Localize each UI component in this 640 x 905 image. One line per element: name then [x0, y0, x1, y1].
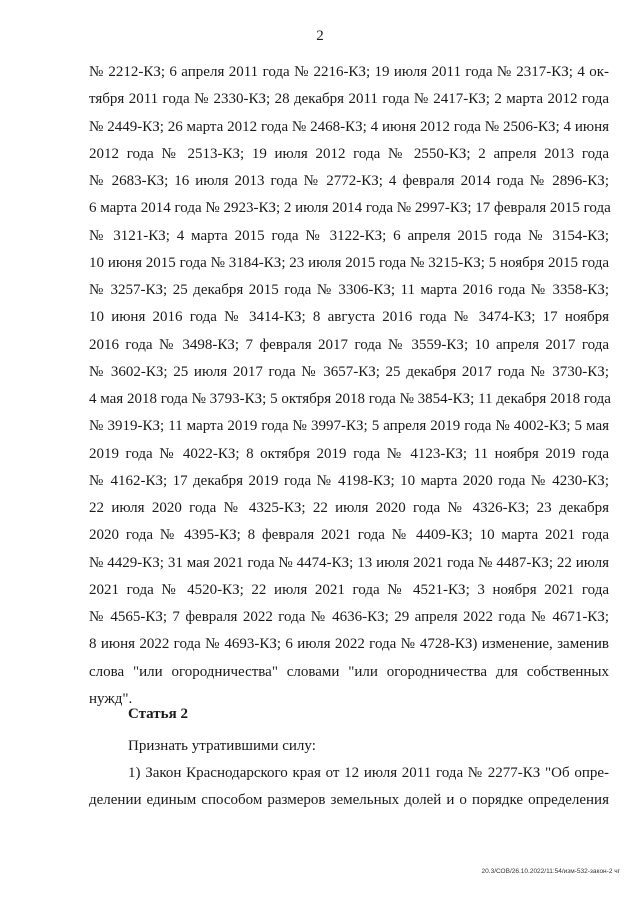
- article-heading: Статья 2: [128, 706, 188, 722]
- text-line: 22 июля 2020 года № 4325-КЗ; 22 июля 2020 года № 4326-КЗ; 23 декабря: [89, 500, 609, 516]
- text-line: 2016 года № 3498-КЗ; 7 февраля 2017 года № 3559-КЗ; 10 апреля 2017 года: [89, 336, 609, 353]
- text-line: 2020 года № 4395-КЗ; 8 февраля 2021 года № 4409-КЗ; 10 марта 2021 года: [89, 527, 609, 544]
- text-line: тября 2011 года № 2330-КЗ; 28 декабря 2011 года № 2417-КЗ; 2 марта 2012 года: [89, 91, 609, 108]
- amendment-paragraph: [89, 59, 609, 713]
- page-number: 2: [316, 28, 324, 44]
- text-line: делении единым способом размеров земельных долей и о порядке определения: [89, 792, 609, 809]
- article-intro: [89, 733, 609, 760]
- text-line: 2012 года № 2513-КЗ; 19 июля 2012 года № 2550-КЗ; 2 апреля 2013 года: [89, 145, 609, 162]
- list-item: [89, 760, 609, 815]
- text-line: № 4429-КЗ; 31 мая 2021 года № 4474-КЗ; 13 июля 2021 года № 4487-КЗ; 22 июля: [89, 554, 609, 571]
- text-line: № 3257-КЗ; 25 декабря 2015 года № 3306-КЗ; 11 марта 2016 года № 3358-КЗ;: [89, 282, 609, 298]
- text-line: 2021 года № 4520-КЗ; 22 июля 2021 года № 4521-КЗ; 3 ноября 2021 года: [89, 581, 609, 598]
- text-line: 10 июня 2015 года № 3184-КЗ; 23 июля 2015 года № 3215-КЗ; 5 ноября 2015 года: [89, 254, 609, 271]
- text-line: № 3919-КЗ; 11 марта 2019 года № 3997-КЗ; 5 апреля 2019 года № 4002-КЗ; 5 мая: [89, 418, 609, 435]
- text-line: № 2212-КЗ; 6 апреля 2011 года № 2216-КЗ; 19 июля 2011 года № 2317-КЗ; 4 ок-: [89, 64, 609, 80]
- text-line: 8 июня 2022 года № 4693-КЗ; 6 июля 2022 года № 4728-КЗ) изменение, заменив: [89, 636, 609, 653]
- text-line: № 2449-КЗ; 26 марта 2012 года № 2468-КЗ; 4 июня 2012 года № 2506-КЗ; 4 июня: [89, 118, 609, 135]
- document-footer-code: 20.3/СОВ/26.10.2022/11:54/изм-532-закон-2 чг: [481, 868, 620, 875]
- text-line: № 2683-КЗ; 16 июля 2013 года № 2772-КЗ; 4 февраля 2014 года № 2896-КЗ;: [89, 173, 609, 189]
- intro-line: Признать утратившими силу:: [128, 738, 316, 754]
- text-line: № 3602-КЗ; 25 июля 2017 года № 3657-КЗ; 25 декабря 2017 года № 3730-КЗ;: [89, 363, 609, 380]
- text-line: 1) Закон Краснодарского края от 12 июля 2011 года № 2277-КЗ "Об опре-: [128, 765, 609, 781]
- text-line: 4 мая 2018 года № 3793-КЗ; 5 октября 2018 года № 3854-КЗ; 11 декабря 2018 года: [89, 391, 611, 407]
- text-line: № 4565-КЗ; 7 февраля 2022 года № 4636-КЗ; 29 апреля 2022 года № 4671-КЗ;: [89, 609, 609, 625]
- text-line: 6 марта 2014 года № 2923-КЗ; 2 июля 2014 года № 2997-КЗ; 17 февраля 2015 года: [89, 200, 611, 217]
- text-line: № 4162-КЗ; 17 декабря 2019 года № 4198-КЗ; 10 марта 2020 года № 4230-КЗ;: [89, 472, 609, 489]
- text-line: 10 июня 2016 года № 3414-КЗ; 8 августа 2016 года № 3474-КЗ; 17 ноября: [89, 309, 609, 326]
- text-line: слова "или огородничества" словами "или огородничества для собственных: [89, 663, 609, 680]
- text-line: нужд".: [89, 690, 133, 707]
- text-line: 2019 года № 4022-КЗ; 8 октября 2019 года № 4123-КЗ; 11 ноября 2019 года: [89, 445, 609, 462]
- text-line: № 3121-КЗ; 4 марта 2015 года № 3122-КЗ; 6 апреля 2015 года № 3154-КЗ;: [89, 227, 609, 244]
